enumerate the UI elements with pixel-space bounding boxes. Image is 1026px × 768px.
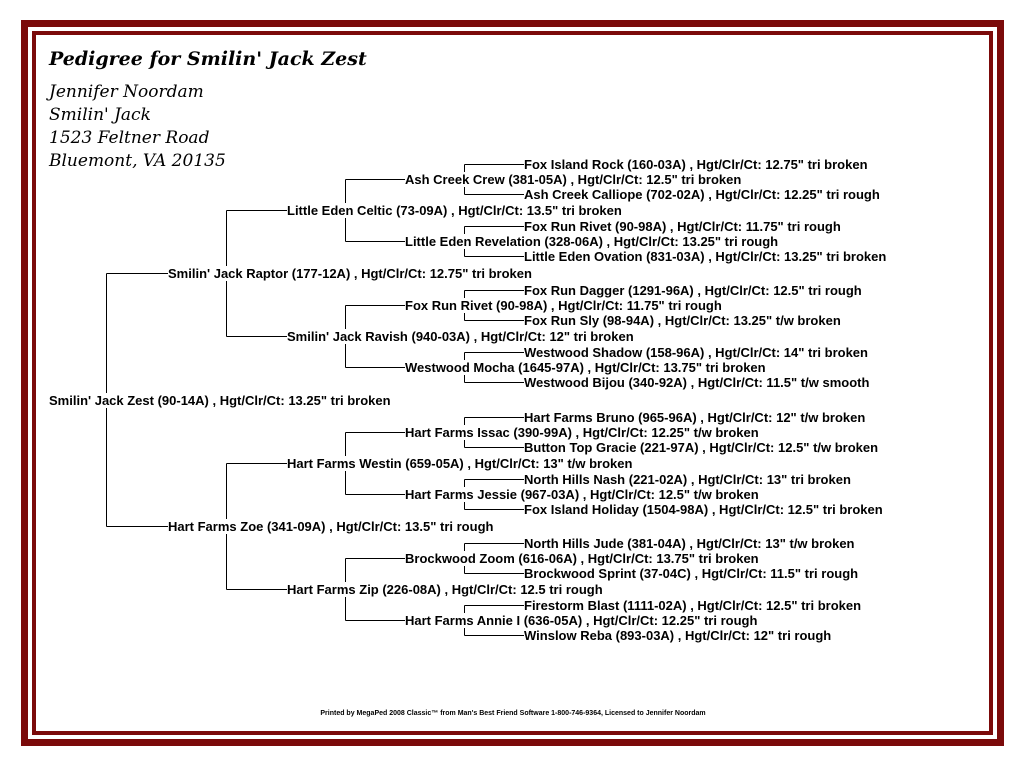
gen5-ancestor: North Hills Jude (381-04A) , Hgt/Clr/Ct: 13" t/w broken bbox=[524, 536, 855, 551]
page-title: Pedigree for Smilin' Jack Zest bbox=[49, 48, 367, 70]
kennel-name: Smilin' Jack bbox=[49, 105, 151, 125]
gen5-ancestor: Brockwood Sprint (37-04C) , Hgt/Clr/Ct: 11.5" tri rough bbox=[524, 566, 859, 581]
gen5-ancestor: Hart Farms Bruno (965-96A) , Hgt/Clr/Ct: 12" t/w broken bbox=[524, 410, 866, 425]
gen5-ancestor: Winslow Reba (893-03A) , Hgt/Clr/Ct: 12" tri rough bbox=[524, 628, 832, 643]
owner-name: Jennifer Noordam bbox=[49, 82, 204, 102]
dam-dam: Hart Farms Zip (226-08A) , Hgt/Clr/Ct: 12.5 tri rough bbox=[287, 582, 603, 597]
sire: Smilin' Jack Raptor (177-12A) , Hgt/Clr/Ct: 12.75" tri broken bbox=[168, 266, 532, 281]
gen5-ancestor: Fox Run Sly (98-94A) , Hgt/Clr/Ct: 13.25" t/w broken bbox=[524, 313, 841, 328]
gen5-ancestor: Firestorm Blast (1111-02A) , Hgt/Clr/Ct: 12.5" tri broken bbox=[524, 598, 862, 613]
gen4-ancestor: Little Eden Revelation (328-06A) , Hgt/Clr/Ct: 13.25" tri rough bbox=[405, 234, 779, 249]
gen4-ancestor: Hart Farms Issac (390-99A) , Hgt/Clr/Ct: 12.25" t/w broken bbox=[405, 425, 759, 440]
gen5-ancestor: Ash Creek Calliope (702-02A) , Hgt/Clr/Ct: 12.25" tri rough bbox=[524, 187, 880, 202]
gen5-ancestor: Westwood Bijou (340-92A) , Hgt/Clr/Ct: 11.5" t/w smooth bbox=[524, 375, 870, 390]
owner-city: Bluemont, VA 20135 bbox=[49, 151, 226, 171]
sire-sire: Little Eden Celtic (73-09A) , Hgt/Clr/Ct: 13.5" tri broken bbox=[287, 203, 622, 218]
owner-street: 1523 Feltner Road bbox=[49, 128, 210, 148]
gen4-ancestor: Hart Farms Annie I (636-05A) , Hgt/Clr/Ct: 12.25" tri rough bbox=[405, 613, 758, 628]
gen5-ancestor: Button Top Gracie (221-97A) , Hgt/Clr/Ct: 12.5" t/w broken bbox=[524, 440, 879, 455]
sire-dam: Smilin' Jack Ravish (940-03A) , Hgt/Clr/Ct: 12" tri broken bbox=[287, 329, 634, 344]
gen4-ancestor: Ash Creek Crew (381-05A) , Hgt/Clr/Ct: 12.5" tri broken bbox=[405, 172, 742, 187]
gen5-ancestor: Fox Run Rivet (90-98A) , Hgt/Clr/Ct: 11.75" tri rough bbox=[524, 219, 841, 234]
gen5-ancestor: North Hills Nash (221-02A) , Hgt/Clr/Ct: 13" tri broken bbox=[524, 472, 851, 487]
gen5-ancestor: Fox Island Rock (160-03A) , Hgt/Clr/Ct: 12.75" tri broken bbox=[524, 157, 868, 172]
gen4-ancestor: Brockwood Zoom (616-06A) , Hgt/Clr/Ct: 13.75" tri broken bbox=[405, 551, 759, 566]
gen5-ancestor: Fox Run Dagger (1291-96A) , Hgt/Clr/Ct: 12.5" tri rough bbox=[524, 283, 862, 298]
print-footer: Printed by MegaPed 2008 Classic™ from Man's Best Friend Software 1-800-746-9364, Licensed to Jennifer Noordam bbox=[320, 710, 706, 717]
gen5-ancestor: Westwood Shadow (158-96A) , Hgt/Clr/Ct: 14" tri broken bbox=[524, 345, 868, 360]
subject-dog: Smilin' Jack Zest (90-14A) , Hgt/Clr/Ct: 13.25" tri broken bbox=[49, 393, 391, 408]
dam: Hart Farms Zoe (341-09A) , Hgt/Clr/Ct: 13.5" tri rough bbox=[168, 519, 494, 534]
dam-sire: Hart Farms Westin (659-05A) , Hgt/Clr/Ct: 13" t/w broken bbox=[287, 456, 633, 471]
gen5-ancestor: Fox Island Holiday (1504-98A) , Hgt/Clr/Ct: 12.5" tri broken bbox=[524, 502, 883, 517]
gen4-ancestor: Hart Farms Jessie (967-03A) , Hgt/Clr/Ct: 12.5" t/w broken bbox=[405, 487, 759, 502]
gen4-ancestor: Westwood Mocha (1645-97A) , Hgt/Clr/Ct: 13.75" tri broken bbox=[405, 360, 766, 375]
gen4-ancestor: Fox Run Rivet (90-98A) , Hgt/Clr/Ct: 11.75" tri rough bbox=[405, 298, 722, 313]
gen5-ancestor: Little Eden Ovation (831-03A) , Hgt/Clr/Ct: 13.25" tri broken bbox=[524, 249, 887, 264]
